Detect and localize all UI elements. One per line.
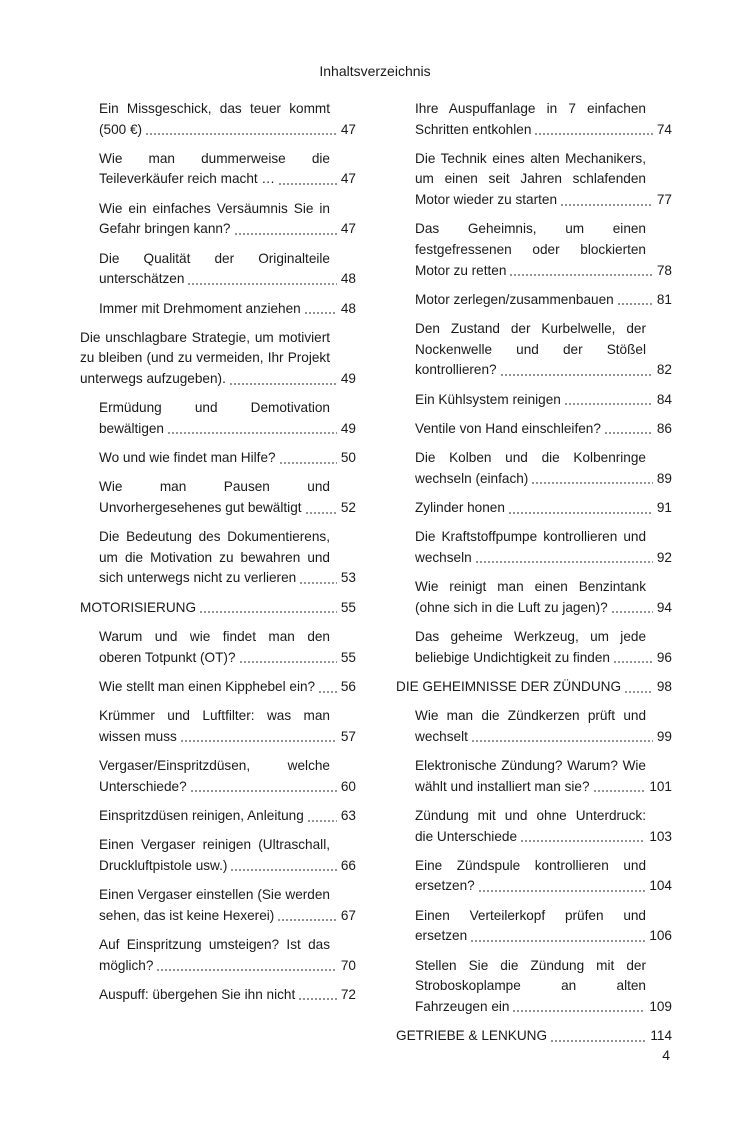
toc-entry-title: Eine Zündspule kontrollieren und ersetzen? bbox=[415, 857, 646, 894]
toc-column-left bbox=[80, 99, 356, 1014]
toc-entry-page: 66 bbox=[339, 856, 356, 877]
dot-leader bbox=[509, 274, 652, 276]
toc-entry-title: Ventile von Hand einschleifen? bbox=[415, 420, 601, 436]
toc-entry-page: 47 bbox=[339, 120, 356, 141]
toc-entry[interactable] bbox=[415, 527, 672, 568]
toc-entry-page: 55 bbox=[339, 648, 356, 669]
toc-entry-title: Ein Kühlsystem reinigen bbox=[415, 391, 561, 407]
dot-leader bbox=[500, 374, 653, 376]
toc-entry-page: 84 bbox=[655, 390, 672, 411]
toc-entry-title: Zylinder honen bbox=[415, 500, 505, 515]
toc-entry-title: Elektronische Zündung? Warum? Wie wählt und installiert man sie? bbox=[415, 758, 646, 794]
toc-entry-page: 92 bbox=[655, 548, 672, 569]
toc-entry-page: 53 bbox=[339, 568, 356, 589]
toc-entry-title: Die Bedeutung des Dokumentierens, um die Motivation zu bewahren und sich unterwegs nicht zu verlieren bbox=[99, 529, 330, 586]
toc-entry[interactable] bbox=[99, 756, 356, 797]
dot-leader bbox=[230, 869, 336, 871]
toc-entry-title: Ermüdung und Demotivation bewältigen bbox=[99, 400, 330, 436]
toc-entry[interactable] bbox=[99, 448, 356, 469]
toc-entry[interactable] bbox=[99, 527, 356, 589]
toc-entry-title: Das Geheimnis, um einen festgefressenen oder blockierten Motor zu retten bbox=[415, 221, 646, 278]
toc-entry-page: 89 bbox=[655, 469, 672, 490]
toc-entry-title: Auf Einspritzung umsteigen? Ist das möglich? bbox=[99, 936, 330, 973]
dot-leader bbox=[520, 840, 645, 842]
dot-leader bbox=[478, 890, 646, 892]
toc-entry-title: Wie reinigt man einen Benzintank (ohne sich in die Luft zu jagen)? bbox=[415, 579, 646, 615]
dot-leader bbox=[239, 661, 337, 663]
toc-section[interactable] bbox=[80, 598, 356, 619]
toc-entry-title: Warum und wie findet man den oberen Totpunkt (OT)? bbox=[99, 629, 330, 665]
toc-entry[interactable] bbox=[99, 398, 356, 439]
dot-leader bbox=[470, 940, 645, 942]
dot-leader bbox=[298, 998, 337, 1000]
toc-entry-page: 109 bbox=[647, 997, 672, 1018]
dot-leader bbox=[187, 283, 336, 285]
toc-entry[interactable] bbox=[99, 199, 356, 240]
toc-entry-page: 78 bbox=[655, 261, 672, 282]
toc-entry-title: Ihre Auspuffanlage in 7 einfachen Schritten entkohlen bbox=[415, 101, 646, 137]
toc-entry-page: 49 bbox=[339, 419, 356, 440]
dot-leader bbox=[475, 561, 653, 563]
toc-entry-page: 94 bbox=[655, 598, 672, 619]
toc-entry[interactable] bbox=[99, 935, 356, 976]
toc-section-title: Die unschlagbare Strategie, um motiviert zu bleiben (und zu vermeiden, Ihr Projekt unterwegs aufzugeben). bbox=[80, 329, 330, 386]
dot-leader bbox=[534, 133, 652, 135]
toc-entry-title: Einspritzdüsen reinigen, Anleitung bbox=[99, 807, 304, 823]
toc-entry-page: 52 bbox=[339, 498, 356, 519]
toc-entry-title: Wie man Pausen und Unvorhergesehenes gut bewältigt bbox=[99, 479, 330, 515]
toc-entry-title: Wo und wie findet man Hilfe? bbox=[99, 450, 276, 466]
toc-section-page: 114 bbox=[648, 1026, 672, 1047]
toc-entry-page: 81 bbox=[655, 290, 672, 311]
toc-section-title: DIE GEHEIMNISSE DER ZÜNDUNG bbox=[396, 678, 622, 694]
toc-entry-page: 72 bbox=[339, 985, 356, 1006]
toc-entry-page: 67 bbox=[339, 906, 356, 927]
dot-leader bbox=[471, 740, 653, 742]
toc-entry[interactable] bbox=[415, 956, 672, 1018]
dot-leader bbox=[604, 432, 653, 434]
toc-entry-title: Wie ein einfaches Versäumnis Sie in Gefahr bringen kann? bbox=[99, 200, 330, 237]
dot-leader bbox=[318, 691, 337, 693]
toc-entry-page: 96 bbox=[655, 648, 672, 669]
dot-leader bbox=[299, 582, 337, 584]
toc-entry-page: 104 bbox=[647, 876, 672, 897]
toc-entry-title: Wie man die Zündkerzen prüft und wechselt bbox=[415, 708, 646, 744]
toc-entry[interactable] bbox=[415, 390, 672, 411]
dot-leader bbox=[279, 462, 337, 464]
toc-entry-title: Die Kolben und die Kolbenringe wechseln (einfach) bbox=[415, 450, 646, 486]
toc-entry-page: 74 bbox=[655, 120, 672, 141]
toc-entry[interactable] bbox=[415, 448, 672, 489]
toc-entry[interactable] bbox=[99, 985, 356, 1006]
toc-entry-page: 56 bbox=[339, 677, 356, 698]
toc-entry-page: 60 bbox=[339, 777, 356, 798]
toc-entry[interactable] bbox=[415, 290, 672, 311]
toc-section[interactable] bbox=[396, 1026, 672, 1047]
toc-entry-page: 63 bbox=[339, 806, 356, 827]
toc-entry-page: 101 bbox=[647, 777, 672, 798]
dot-leader bbox=[167, 432, 337, 434]
toc-entry-title: Auspuff: übergehen Sie ihn nicht bbox=[99, 986, 296, 1002]
dot-leader bbox=[229, 383, 337, 385]
dot-leader bbox=[531, 482, 653, 484]
dot-leader bbox=[277, 919, 337, 921]
toc-entry[interactable] bbox=[415, 149, 672, 211]
toc-entry-page: 48 bbox=[339, 299, 356, 320]
dot-leader bbox=[305, 512, 337, 514]
dot-leader bbox=[564, 403, 653, 405]
toc-entry-title: Wie man dummerweise die Teileverkäufer reich macht … bbox=[99, 150, 330, 187]
dot-leader bbox=[611, 611, 653, 613]
page-header: Inhaltsverzeichnis bbox=[319, 63, 431, 79]
toc-entry[interactable] bbox=[99, 885, 356, 926]
toc-section-title: MOTORISIERUNG bbox=[80, 599, 197, 615]
toc-entry[interactable] bbox=[99, 249, 356, 290]
toc-section[interactable] bbox=[80, 328, 356, 390]
toc-entry-title: Krümmer und Luftfilter: was man wissen muss bbox=[99, 708, 330, 744]
toc-section-page: 98 bbox=[655, 677, 672, 698]
toc-entry-page: 50 bbox=[339, 448, 356, 469]
dot-leader bbox=[624, 691, 653, 693]
toc-column-right bbox=[396, 99, 672, 1055]
dot-leader bbox=[550, 1040, 646, 1042]
dot-leader bbox=[180, 740, 337, 742]
toc-entry-page: 57 bbox=[339, 727, 356, 748]
dot-leader bbox=[190, 790, 337, 792]
toc-entry-title: Einen Vergaser reinigen (Ultraschall, Druckluftpistole usw.) bbox=[99, 837, 330, 873]
toc-entry[interactable] bbox=[415, 577, 672, 618]
dot-leader bbox=[593, 790, 646, 792]
toc-entry[interactable] bbox=[415, 99, 672, 140]
toc-entry[interactable] bbox=[99, 706, 356, 747]
toc-entry-title: Das geheime Werkzeug, um jede beliebige Undichtigkeit zu finden bbox=[415, 629, 646, 665]
toc-entry-page: 103 bbox=[647, 827, 672, 848]
toc-entry[interactable] bbox=[99, 99, 356, 140]
toc-entry-page: 47 bbox=[339, 169, 356, 190]
dot-leader bbox=[560, 204, 653, 206]
dot-leader bbox=[613, 661, 653, 663]
toc-entry[interactable] bbox=[415, 219, 672, 281]
toc-entry-title: Einen Vergaser einstellen (Sie werden sehen, das ist keine Hexerei) bbox=[99, 887, 330, 923]
toc-entry-title: Den Zustand der Kurbelwelle, der Nockenwelle und der Stößel kontrollieren? bbox=[415, 321, 646, 378]
dot-leader bbox=[307, 820, 337, 822]
toc-entry-page: 91 bbox=[655, 498, 672, 519]
toc-entry[interactable] bbox=[415, 498, 672, 519]
dot-leader bbox=[304, 312, 337, 314]
toc-entry-page: 70 bbox=[339, 956, 356, 977]
dot-leader bbox=[508, 512, 653, 514]
toc-entry[interactable] bbox=[415, 756, 672, 797]
toc-entry[interactable] bbox=[99, 299, 356, 320]
page-number: 4 bbox=[662, 1047, 670, 1063]
toc-entry[interactable] bbox=[415, 319, 672, 381]
toc-entry-title: Die Kraftstoffpumpe kontrollieren und wechseln bbox=[415, 529, 646, 565]
toc-entry-title: Vergaser/Einspritzdüsen, welche Unterschiede? bbox=[99, 758, 330, 794]
toc-entry[interactable] bbox=[415, 419, 672, 440]
dot-leader bbox=[234, 233, 337, 235]
toc-entry-title: Wie stellt man einen Kipphebel ein? bbox=[99, 678, 316, 694]
toc-entry[interactable] bbox=[99, 627, 356, 668]
dot-leader bbox=[199, 611, 337, 613]
toc-entry[interactable] bbox=[415, 706, 672, 747]
toc-entry[interactable] bbox=[99, 677, 356, 698]
toc-section-title: GETRIEBE & LENKUNG bbox=[396, 1028, 548, 1044]
toc-entry[interactable] bbox=[415, 806, 672, 847]
toc-section-page: 55 bbox=[339, 598, 356, 619]
toc-entry[interactable] bbox=[99, 149, 356, 190]
toc-entry-title: Die Technik eines alten Mechanikers, um einen seit Jahren schlafenden Motor wieder zu starten bbox=[415, 150, 646, 208]
toc-entry[interactable] bbox=[99, 835, 356, 876]
toc-entry[interactable] bbox=[415, 906, 672, 947]
toc-entry-title: Einen Verteilerkopf prüfen und ersetzen bbox=[415, 907, 646, 944]
toc-entry-page: 47 bbox=[339, 219, 356, 240]
toc-entry-page: 77 bbox=[655, 190, 672, 211]
toc-entry-page: 99 bbox=[655, 727, 672, 748]
toc-entry-title: Zündung mit und ohne Unterdruck: die Unterschiede bbox=[415, 807, 646, 844]
dot-leader bbox=[278, 183, 337, 185]
toc-entry-page: 48 bbox=[339, 269, 356, 290]
toc-entry-title: Ein Missgeschick, das teuer kommt (500 €) bbox=[99, 101, 330, 137]
toc-entry[interactable] bbox=[99, 806, 356, 827]
toc-entry-page: 82 bbox=[655, 360, 672, 381]
toc-entry[interactable] bbox=[99, 477, 356, 518]
toc-section[interactable] bbox=[396, 677, 672, 698]
toc-entry-title: Die Qualität der Originalteile unterschätzen bbox=[99, 250, 330, 287]
toc-entry[interactable] bbox=[415, 627, 672, 668]
toc-entry-title: Immer mit Drehmoment anziehen bbox=[99, 300, 301, 316]
toc-entry-title: Motor zerlegen/zusammenbauen bbox=[415, 291, 614, 307]
dot-leader bbox=[145, 133, 337, 135]
toc-entry-page: 86 bbox=[655, 419, 672, 440]
toc-entry-page: 106 bbox=[647, 926, 672, 947]
toc-entry-title: Stellen Sie die Zündung mit der Stroboskoplampe an alten Fahrzeugen ein bbox=[415, 957, 646, 1014]
dot-leader bbox=[156, 969, 336, 971]
dot-leader bbox=[512, 1010, 645, 1012]
toc-section-page: 49 bbox=[339, 369, 356, 390]
toc-entry[interactable] bbox=[415, 856, 672, 897]
dot-leader bbox=[617, 303, 653, 305]
